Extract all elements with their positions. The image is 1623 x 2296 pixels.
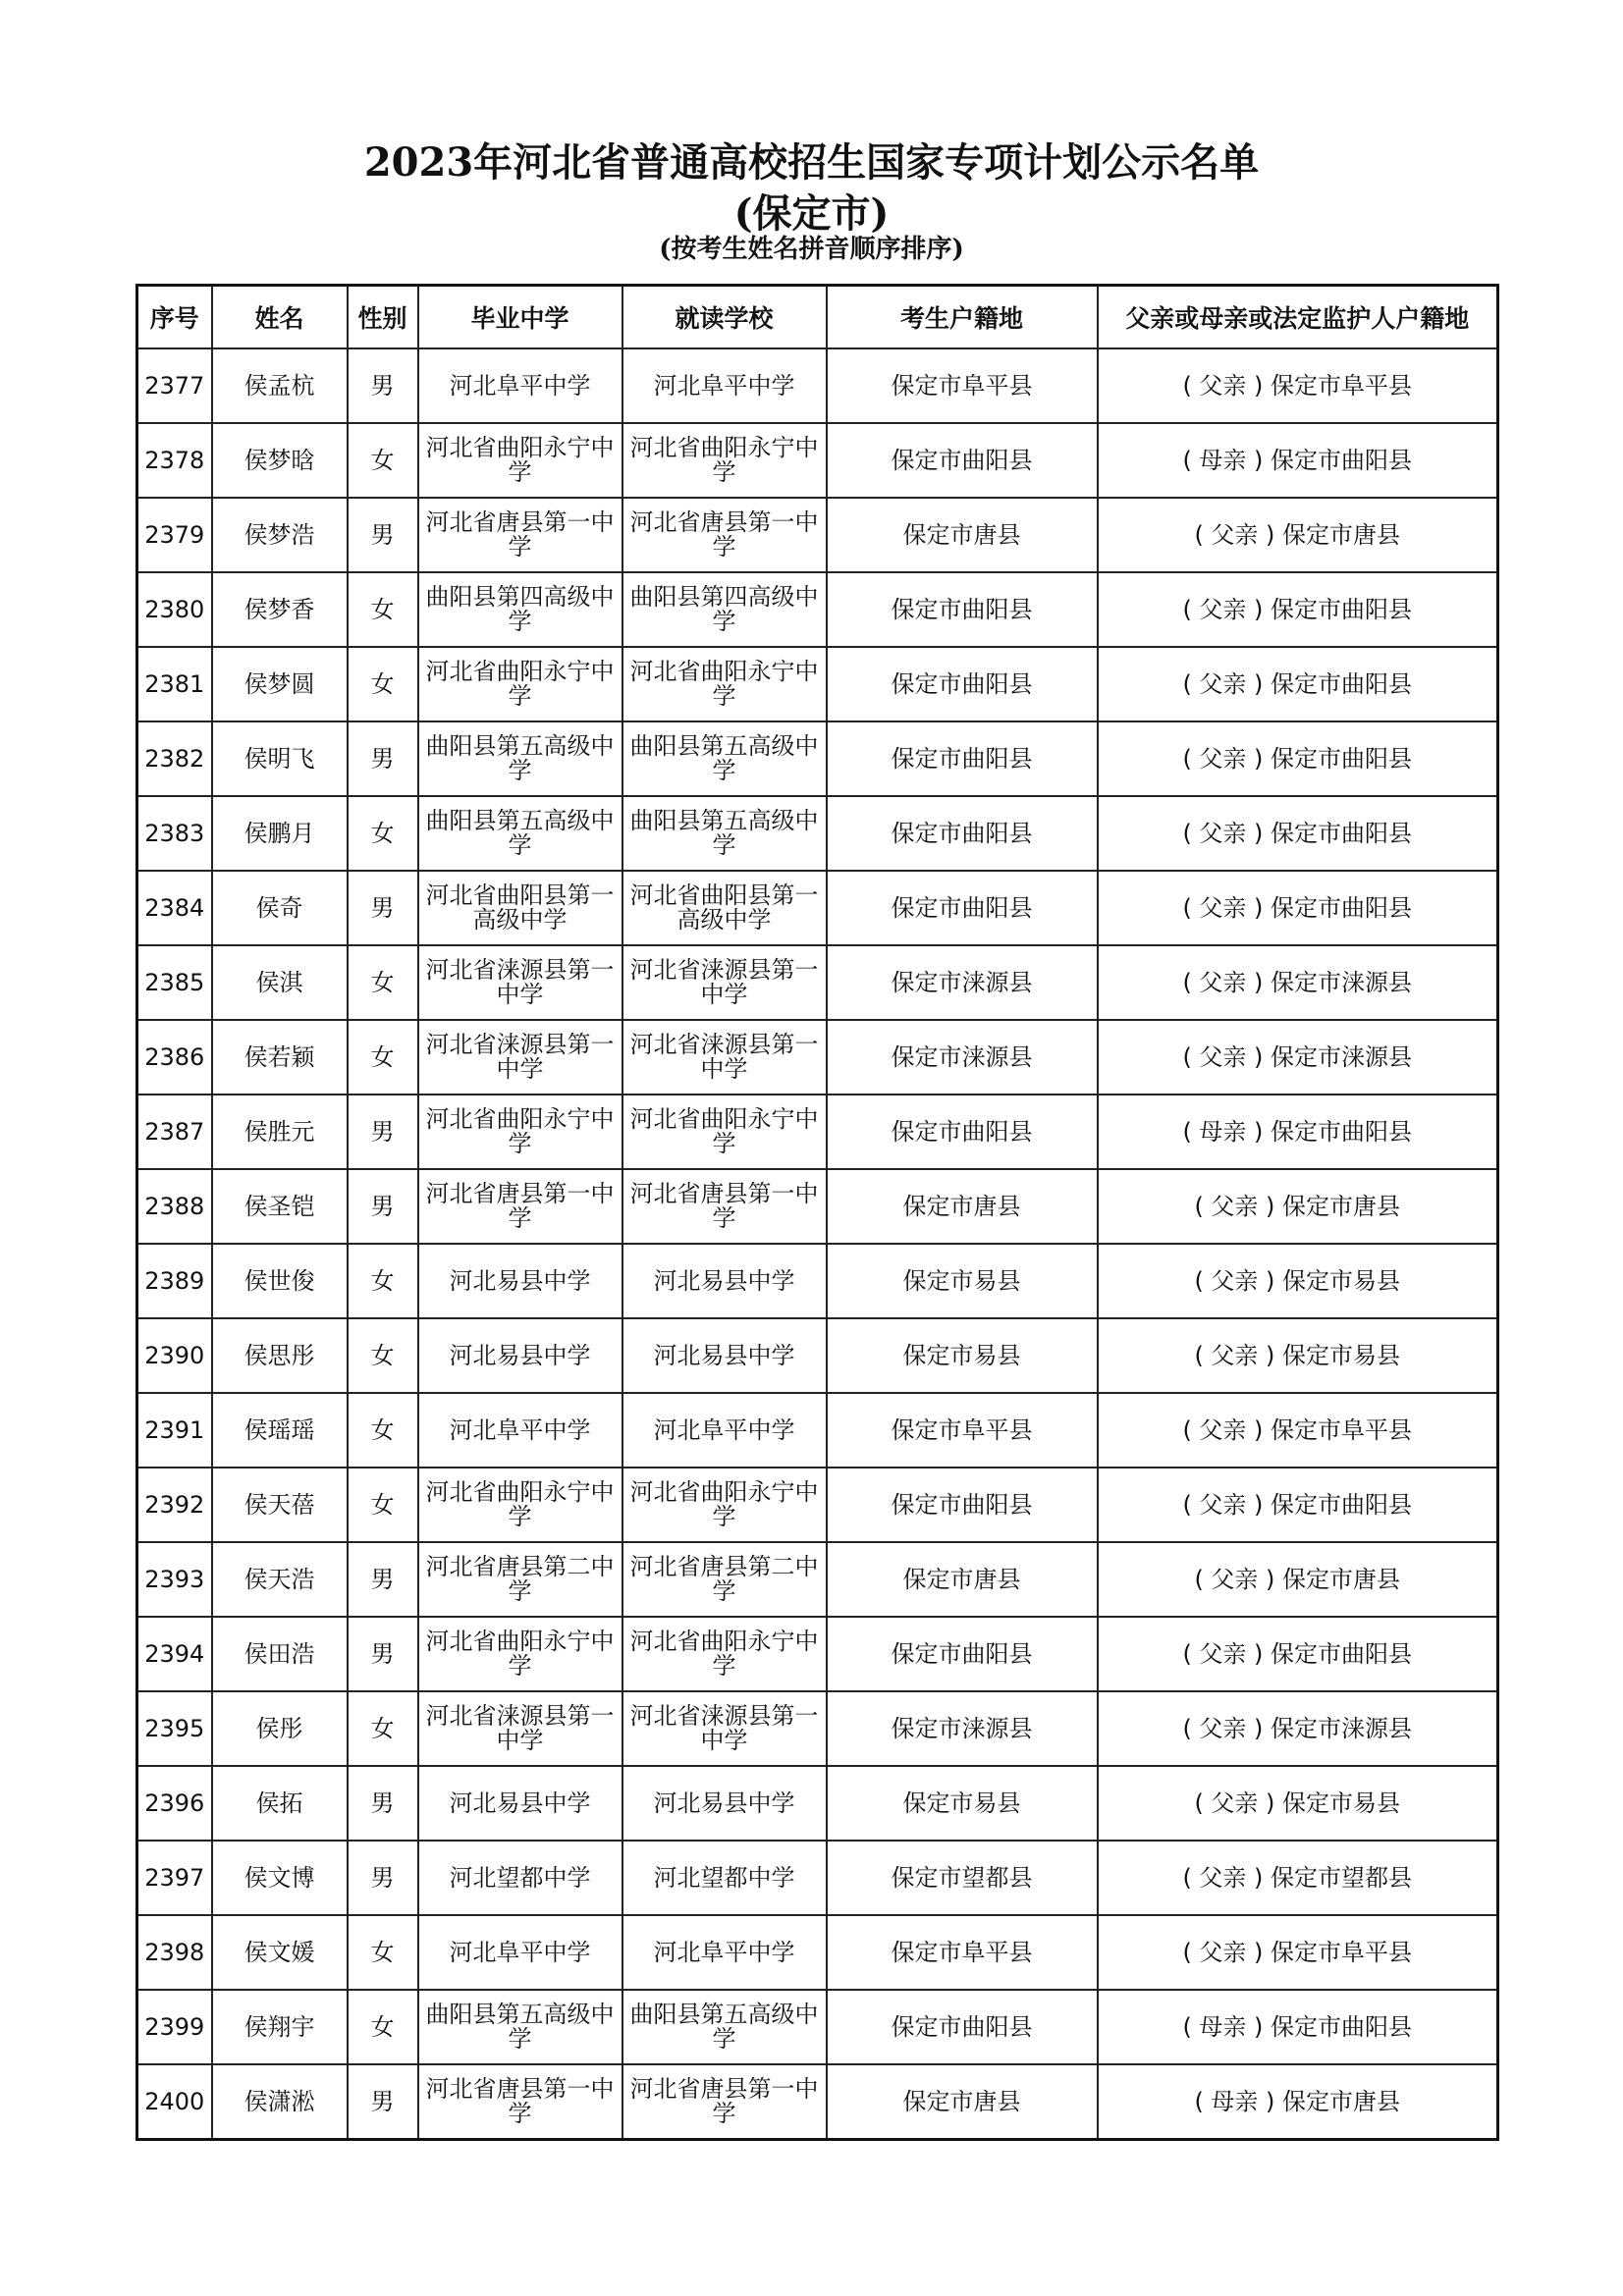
table-row	[137, 1915, 1498, 1990]
table-header-row	[137, 286, 1498, 349]
cell-name: 侯梦圆	[212, 647, 348, 721]
cell-graduation-school: 曲阳县第五高级中学	[418, 721, 622, 796]
cell-name: 侯思彤	[212, 1318, 348, 1393]
sort-note: (按考生姓名拼音顺序排序)	[659, 235, 964, 264]
cell-current-school: 河北省曲阳县第一高级中学	[622, 871, 827, 945]
cell-name: 侯世俊	[212, 1244, 348, 1318]
cell-gender: 男	[348, 348, 418, 423]
cell-name: 侯淇	[212, 945, 348, 1020]
table-row	[137, 1393, 1498, 1468]
cell-serial: 2389	[137, 1244, 212, 1318]
cell-graduation-school: 曲阳县第四高级中学	[418, 572, 622, 647]
cell-student-hukou: 保定市曲阳县	[827, 1468, 1098, 1542]
table-row	[137, 1020, 1498, 1095]
cell-gender: 女	[348, 945, 418, 1020]
header-gender: 性别	[348, 286, 418, 349]
cell-current-school: 曲阳县第五高级中学	[622, 796, 827, 871]
cell-student-hukou: 保定市曲阳县	[827, 1617, 1098, 1691]
cell-graduation-school: 河北阜平中学	[418, 1393, 622, 1468]
cell-gender: 女	[348, 1318, 418, 1393]
cell-parent-hukou: ( 父亲 ) 保定市曲阳县	[1098, 1617, 1498, 1691]
cell-current-school: 河北易县中学	[622, 1244, 827, 1318]
table-row	[137, 423, 1498, 498]
cell-graduation-school: 河北省唐县第一中学	[418, 498, 622, 572]
cell-student-hukou: 保定市唐县	[827, 1542, 1098, 1617]
cell-current-school: 河北省涞源县第一中学	[622, 1691, 827, 1766]
cell-current-school: 河北阜平中学	[622, 1393, 827, 1468]
cell-current-school: 河北省涞源县第一中学	[622, 1020, 827, 1095]
cell-graduation-school: 河北省唐县第一中学	[418, 1169, 622, 1244]
cell-name: 侯奇	[212, 871, 348, 945]
cell-serial: 2388	[137, 1169, 212, 1244]
cell-student-hukou: 保定市阜平县	[827, 1915, 1098, 1990]
cell-student-hukou: 保定市阜平县	[827, 348, 1098, 423]
cell-graduation-school: 河北省曲阳永宁中学	[418, 423, 622, 498]
cell-graduation-school: 河北省曲阳县第一高级中学	[418, 871, 622, 945]
cell-graduation-school: 河北阜平中学	[418, 348, 622, 423]
cell-student-hukou: 保定市易县	[827, 1244, 1098, 1318]
cell-graduation-school: 河北省涞源县第一中学	[418, 1020, 622, 1095]
cell-student-hukou: 保定市唐县	[827, 498, 1098, 572]
table-row	[137, 721, 1498, 796]
cell-parent-hukou: ( 母亲 ) 保定市曲阳县	[1098, 1095, 1498, 1169]
cell-serial: 2387	[137, 1095, 212, 1169]
cell-serial: 2400	[137, 2064, 212, 2140]
cell-current-school: 河北省唐县第一中学	[622, 1169, 827, 1244]
cell-graduation-school: 曲阳县第五高级中学	[418, 1990, 622, 2064]
table-row	[137, 1244, 1498, 1318]
cell-graduation-school: 河北省涞源县第一中学	[418, 1691, 622, 1766]
cell-current-school: 河北省唐县第一中学	[622, 2064, 827, 2140]
cell-student-hukou: 保定市涞源县	[827, 1020, 1098, 1095]
cell-current-school: 河北省唐县第一中学	[622, 498, 827, 572]
cell-parent-hukou: ( 父亲 ) 保定市曲阳县	[1098, 1468, 1498, 1542]
cell-current-school: 河北省曲阳永宁中学	[622, 647, 827, 721]
cell-current-school: 曲阳县第四高级中学	[622, 572, 827, 647]
cell-serial: 2396	[137, 1766, 212, 1841]
cell-current-school: 河北望都中学	[622, 1841, 827, 1915]
cell-parent-hukou: ( 父亲 ) 保定市易县	[1098, 1318, 1498, 1393]
cell-parent-hukou: ( 父亲 ) 保定市曲阳县	[1098, 572, 1498, 647]
cell-student-hukou: 保定市涞源县	[827, 945, 1098, 1020]
cell-graduation-school: 河北省曲阳永宁中学	[418, 1617, 622, 1691]
cell-serial: 2385	[137, 945, 212, 1020]
header-serial: 序号	[137, 286, 212, 349]
cell-parent-hukou: ( 父亲 ) 保定市望都县	[1098, 1841, 1498, 1915]
cell-graduation-school: 河北易县中学	[418, 1318, 622, 1393]
cell-parent-hukou: ( 父亲 ) 保定市唐县	[1098, 1542, 1498, 1617]
table-row	[137, 498, 1498, 572]
cell-serial: 2382	[137, 721, 212, 796]
cell-name: 侯梦浩	[212, 498, 348, 572]
table-row	[137, 1095, 1498, 1169]
table-row	[137, 1169, 1498, 1244]
cell-student-hukou: 保定市涞源县	[827, 1691, 1098, 1766]
cell-gender: 男	[348, 1766, 418, 1841]
cell-parent-hukou: ( 父亲 ) 保定市阜平县	[1098, 1915, 1498, 1990]
cell-parent-hukou: ( 父亲 ) 保定市曲阳县	[1098, 721, 1498, 796]
cell-gender: 女	[348, 1244, 418, 1318]
cell-graduation-school: 河北望都中学	[418, 1841, 622, 1915]
cell-current-school: 河北阜平中学	[622, 348, 827, 423]
cell-parent-hukou: ( 父亲 ) 保定市涞源县	[1098, 1691, 1498, 1766]
table-body	[137, 348, 1498, 2140]
cell-serial: 2386	[137, 1020, 212, 1095]
cell-gender: 女	[348, 572, 418, 647]
cell-current-school: 曲阳县第五高级中学	[622, 1990, 827, 2064]
cell-serial: 2399	[137, 1990, 212, 2064]
cell-gender: 女	[348, 1915, 418, 1990]
table-row	[137, 2064, 1498, 2140]
cell-name: 侯彤	[212, 1691, 348, 1766]
cell-serial: 2384	[137, 871, 212, 945]
cell-gender: 男	[348, 2064, 418, 2140]
cell-graduation-school: 河北省曲阳永宁中学	[418, 1095, 622, 1169]
cell-serial: 2393	[137, 1542, 212, 1617]
cell-graduation-school: 曲阳县第五高级中学	[418, 796, 622, 871]
cell-parent-hukou: ( 母亲 ) 保定市曲阳县	[1098, 423, 1498, 498]
table-row	[137, 1468, 1498, 1542]
cell-name: 侯田浩	[212, 1617, 348, 1691]
region-subtitle: (保定市)	[733, 190, 890, 237]
cell-gender: 女	[348, 1990, 418, 2064]
document-title: 2023年河北省普通高校招生国家专项计划公示名单	[363, 139, 1260, 186]
cell-gender: 男	[348, 871, 418, 945]
cell-parent-hukou: ( 母亲 ) 保定市唐县	[1098, 2064, 1498, 2140]
cell-parent-hukou: ( 父亲 ) 保定市曲阳县	[1098, 647, 1498, 721]
cell-parent-hukou: ( 父亲 ) 保定市曲阳县	[1098, 871, 1498, 945]
cell-graduation-school: 河北省曲阳永宁中学	[418, 1468, 622, 1542]
cell-serial: 2380	[137, 572, 212, 647]
table-row	[137, 1542, 1498, 1617]
cell-graduation-school: 河北省唐县第一中学	[418, 2064, 622, 2140]
cell-serial: 2398	[137, 1915, 212, 1990]
table-row	[137, 1990, 1498, 2064]
cell-serial: 2383	[137, 796, 212, 871]
cell-name: 侯若颖	[212, 1020, 348, 1095]
cell-name: 侯翔宇	[212, 1990, 348, 2064]
cell-name: 侯圣铠	[212, 1169, 348, 1244]
cell-serial: 2392	[137, 1468, 212, 1542]
cell-current-school: 河北省曲阳永宁中学	[622, 423, 827, 498]
cell-serial: 2377	[137, 348, 212, 423]
cell-name: 侯文博	[212, 1841, 348, 1915]
cell-student-hukou: 保定市曲阳县	[827, 871, 1098, 945]
table-row	[137, 647, 1498, 721]
cell-graduation-school: 河北省唐县第二中学	[418, 1542, 622, 1617]
table-row	[137, 1617, 1498, 1691]
cell-student-hukou: 保定市曲阳县	[827, 721, 1098, 796]
cell-graduation-school: 河北易县中学	[418, 1244, 622, 1318]
cell-student-hukou: 保定市曲阳县	[827, 647, 1098, 721]
cell-student-hukou: 保定市曲阳县	[827, 1095, 1098, 1169]
table-row	[137, 572, 1498, 647]
cell-graduation-school: 河北易县中学	[418, 1766, 622, 1841]
cell-parent-hukou: ( 父亲 ) 保定市易县	[1098, 1244, 1498, 1318]
cell-gender: 女	[348, 647, 418, 721]
cell-name: 侯天蓓	[212, 1468, 348, 1542]
header-graduation-school: 毕业中学	[418, 286, 622, 349]
cell-current-school: 河北易县中学	[622, 1766, 827, 1841]
cell-serial: 2391	[137, 1393, 212, 1468]
cell-serial: 2390	[137, 1318, 212, 1393]
cell-serial: 2397	[137, 1841, 212, 1915]
cell-gender: 男	[348, 1095, 418, 1169]
cell-current-school: 河北省曲阳永宁中学	[622, 1617, 827, 1691]
cell-parent-hukou: ( 父亲 ) 保定市涞源县	[1098, 945, 1498, 1020]
cell-student-hukou: 保定市曲阳县	[827, 796, 1098, 871]
cell-serial: 2395	[137, 1691, 212, 1766]
cell-parent-hukou: ( 父亲 ) 保定市曲阳县	[1098, 796, 1498, 871]
header-parent-hukou: 父亲或母亲或法定监护人户籍地	[1098, 286, 1498, 349]
table-row	[137, 945, 1498, 1020]
table-row	[137, 1841, 1498, 1915]
cell-name: 侯潇淞	[212, 2064, 348, 2140]
cell-graduation-school: 河北省涞源县第一中学	[418, 945, 622, 1020]
cell-current-school: 河北省曲阳永宁中学	[622, 1468, 827, 1542]
table-row	[137, 1766, 1498, 1841]
cell-serial: 2378	[137, 423, 212, 498]
cell-parent-hukou: ( 父亲 ) 保定市阜平县	[1098, 1393, 1498, 1468]
cell-student-hukou: 保定市易县	[827, 1318, 1098, 1393]
cell-current-school: 河北省唐县第二中学	[622, 1542, 827, 1617]
cell-gender: 女	[348, 1393, 418, 1468]
cell-student-hukou: 保定市望都县	[827, 1841, 1098, 1915]
table-row	[137, 1318, 1498, 1393]
cell-student-hukou: 保定市曲阳县	[827, 572, 1098, 647]
cell-current-school: 河北省涞源县第一中学	[622, 945, 827, 1020]
cell-gender: 男	[348, 1169, 418, 1244]
cell-name: 侯拓	[212, 1766, 348, 1841]
cell-current-school: 河北阜平中学	[622, 1915, 827, 1990]
cell-student-hukou: 保定市唐县	[827, 2064, 1098, 2140]
cell-gender: 男	[348, 498, 418, 572]
cell-gender: 女	[348, 1020, 418, 1095]
cell-current-school: 河北易县中学	[622, 1318, 827, 1393]
table-row	[137, 871, 1498, 945]
header-student-hukou: 考生户籍地	[827, 286, 1098, 349]
cell-gender: 女	[348, 423, 418, 498]
cell-student-hukou: 保定市曲阳县	[827, 1990, 1098, 2064]
cell-gender: 女	[348, 1691, 418, 1766]
cell-gender: 女	[348, 1468, 418, 1542]
cell-gender: 女	[348, 796, 418, 871]
cell-gender: 男	[348, 721, 418, 796]
cell-parent-hukou: ( 父亲 ) 保定市唐县	[1098, 1169, 1498, 1244]
cell-student-hukou: 保定市曲阳县	[827, 423, 1098, 498]
cell-parent-hukou: ( 父亲 ) 保定市易县	[1098, 1766, 1498, 1841]
cell-name: 侯天浩	[212, 1542, 348, 1617]
cell-name: 侯明飞	[212, 721, 348, 796]
cell-parent-hukou: ( 父亲 ) 保定市阜平县	[1098, 348, 1498, 423]
cell-parent-hukou: ( 父亲 ) 保定市涞源县	[1098, 1020, 1498, 1095]
cell-current-school: 曲阳县第五高级中学	[622, 721, 827, 796]
cell-graduation-school: 河北省曲阳永宁中学	[418, 647, 622, 721]
cell-name: 侯鹏月	[212, 796, 348, 871]
cell-gender: 男	[348, 1542, 418, 1617]
cell-student-hukou: 保定市唐县	[827, 1169, 1098, 1244]
cell-name: 侯胜元	[212, 1095, 348, 1169]
cell-parent-hukou: ( 母亲 ) 保定市曲阳县	[1098, 1990, 1498, 2064]
header-current-school: 就读学校	[622, 286, 827, 349]
cell-name: 侯梦香	[212, 572, 348, 647]
cell-serial: 2394	[137, 1617, 212, 1691]
cell-serial: 2381	[137, 647, 212, 721]
cell-student-hukou: 保定市阜平县	[827, 1393, 1098, 1468]
roster-table	[135, 284, 1499, 2141]
cell-name: 侯瑶瑶	[212, 1393, 348, 1468]
cell-gender: 男	[348, 1617, 418, 1691]
cell-student-hukou: 保定市易县	[827, 1766, 1098, 1841]
cell-current-school: 河北省曲阳永宁中学	[622, 1095, 827, 1169]
table-row	[137, 796, 1498, 871]
table-row	[137, 348, 1498, 423]
cell-name: 侯孟杭	[212, 348, 348, 423]
header-name: 姓名	[212, 286, 348, 349]
cell-gender: 男	[348, 1841, 418, 1915]
cell-name: 侯梦晗	[212, 423, 348, 498]
table-row	[137, 1691, 1498, 1766]
cell-name: 侯文媛	[212, 1915, 348, 1990]
cell-graduation-school: 河北阜平中学	[418, 1915, 622, 1990]
cell-serial: 2379	[137, 498, 212, 572]
cell-parent-hukou: ( 父亲 ) 保定市唐县	[1098, 498, 1498, 572]
